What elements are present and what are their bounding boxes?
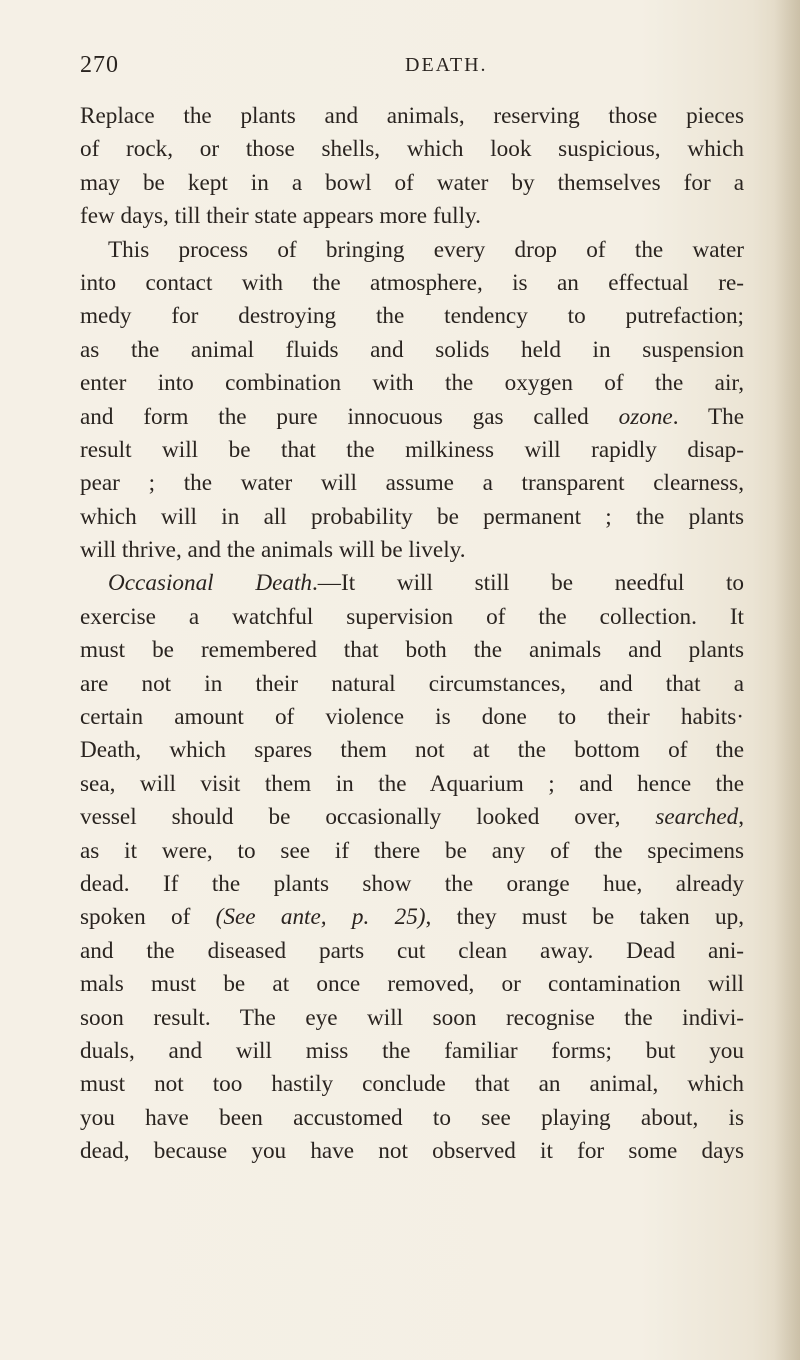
italic-text-run: ozone bbox=[618, 403, 673, 430]
text-run: few days, till their state appears more fully. bbox=[80, 203, 481, 230]
page-number: 270 bbox=[80, 52, 119, 78]
body-text bbox=[80, 100, 744, 1169]
text-run: , bbox=[738, 804, 744, 831]
text-run: mals must be at once removed, or contamination will bbox=[80, 971, 744, 998]
text-line bbox=[80, 401, 744, 434]
text-line bbox=[80, 701, 744, 734]
text-run: sea, will visit them in the Aquarium ; and hence the bbox=[80, 770, 744, 797]
text-run: will thrive, and the animals will be lively. bbox=[80, 537, 466, 564]
text-run: as the animal fluids and solids held in suspension bbox=[80, 336, 744, 363]
text-line bbox=[80, 200, 744, 233]
text-line bbox=[80, 567, 744, 600]
text-run: which will in all probability be permanent ; the plants bbox=[80, 503, 744, 530]
text-line bbox=[80, 1102, 744, 1135]
text-run: as it were, to see if there be any of the specimens bbox=[80, 837, 744, 864]
text-run: . The bbox=[672, 403, 744, 430]
text-run: are not in their natural circumstances, and that a bbox=[80, 670, 744, 697]
text-line bbox=[80, 167, 744, 200]
text-run: pear ; the water will assume a transparent clearness, bbox=[80, 470, 744, 497]
text-line bbox=[80, 801, 744, 834]
text-run: result will be that the milkiness will rapidly disap- bbox=[80, 436, 744, 463]
text-run: Replace the plants and animals, reserving those pieces bbox=[80, 103, 744, 129]
text-line bbox=[80, 601, 744, 634]
text-run: exercise a watchful supervision of the collection. It bbox=[80, 603, 744, 630]
text-run: must be remembered that both the animals and plants bbox=[80, 637, 744, 664]
text-line bbox=[80, 968, 744, 1001]
text-run: medy for destroying the tendency to putrefaction; bbox=[80, 303, 744, 330]
text-line bbox=[80, 534, 744, 567]
italic-text-run: searched bbox=[655, 804, 739, 831]
running-head: DEATH. bbox=[405, 54, 488, 76]
text-run: dead, because you have not observed it for some days bbox=[80, 1138, 744, 1165]
text-line bbox=[80, 1135, 744, 1168]
text-line bbox=[80, 133, 744, 166]
text-line bbox=[80, 634, 744, 667]
italic-text-run: (See ante, p. 25) bbox=[215, 904, 426, 931]
text-run: dead. If the plants show the orange hue, already bbox=[80, 870, 744, 897]
text-run: spoken of bbox=[80, 904, 216, 931]
text-line bbox=[80, 734, 744, 767]
text-run: This process of bringing every drop of the water bbox=[108, 236, 744, 263]
text-line bbox=[80, 868, 744, 901]
text-line bbox=[80, 1002, 744, 1035]
text-run: and the diseased parts cut clean away. Dead ani- bbox=[80, 937, 744, 964]
text-line bbox=[80, 501, 744, 534]
text-run: may be kept in a bowl of water by themselves for a bbox=[80, 169, 744, 196]
text-line bbox=[80, 234, 744, 267]
text-line bbox=[80, 100, 744, 133]
text-run: enter into combination with the oxygen of the air, bbox=[80, 370, 744, 397]
text-run: Death, which spares them not at the bottom of the bbox=[80, 737, 744, 764]
page-edge-shadow bbox=[774, 0, 800, 1360]
text-line bbox=[80, 835, 744, 868]
text-line bbox=[80, 367, 744, 400]
italic-text-run: Occasional Death bbox=[108, 570, 312, 597]
text-run: duals, and will miss the familiar forms; but you bbox=[80, 1037, 744, 1064]
text-run: must not too hastily conclude that an animal, which bbox=[80, 1071, 744, 1098]
text-line bbox=[80, 768, 744, 801]
text-line bbox=[80, 1068, 744, 1101]
text-line bbox=[80, 901, 744, 934]
page-header bbox=[80, 52, 740, 86]
text-run: .—It will still be needful to bbox=[312, 570, 745, 597]
text-run: vessel should be occasionally looked over, bbox=[80, 804, 656, 831]
text-run: soon result. The eye will soon recognise the indivi- bbox=[80, 1004, 744, 1031]
text-run: certain amount of violence is done to their habits· bbox=[80, 704, 744, 731]
text-line bbox=[80, 668, 744, 701]
text-line bbox=[80, 334, 744, 367]
text-run: , they must be taken up, bbox=[425, 904, 744, 931]
text-run: of rock, or those shells, which look suspicious, which bbox=[80, 136, 744, 163]
text-run: and form the pure innocuous gas called bbox=[80, 403, 619, 430]
text-line bbox=[80, 434, 744, 467]
text-line bbox=[80, 467, 744, 500]
text-line bbox=[80, 300, 744, 333]
text-line bbox=[80, 267, 744, 300]
text-run: you have been accustomed to see playing about, is bbox=[80, 1104, 744, 1131]
text-run: into contact with the atmosphere, is an effectual re- bbox=[80, 269, 744, 296]
text-line bbox=[80, 935, 744, 968]
text-line bbox=[80, 1035, 744, 1068]
